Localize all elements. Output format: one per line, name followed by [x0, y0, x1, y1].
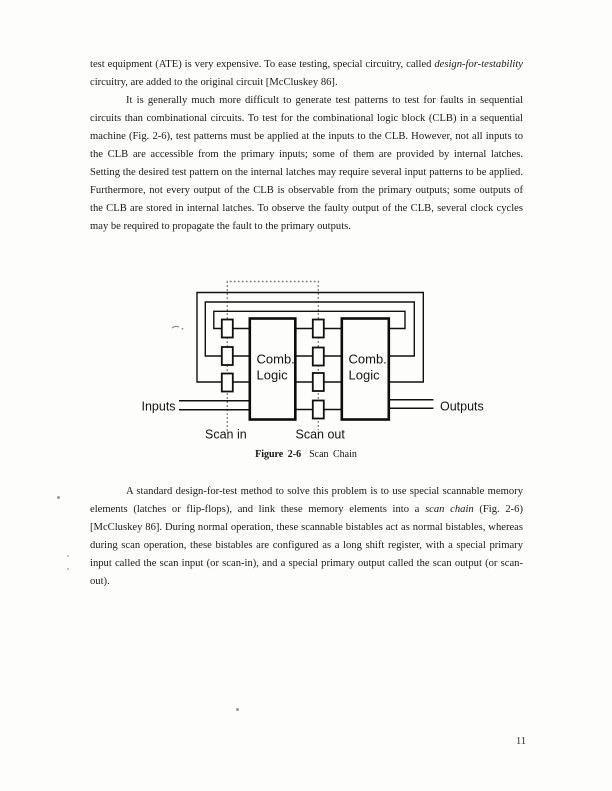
scan-speck [67, 555, 69, 557]
scan-speck [67, 568, 69, 570]
scan-artifact-dot [182, 328, 184, 330]
comb-logic-1-label-line1: Comb. [256, 351, 295, 367]
outputs-label: Outputs [440, 399, 484, 414]
scan-latch [313, 348, 324, 366]
scan-speck [57, 496, 60, 499]
scan-out-label: Scan out [295, 427, 345, 442]
paragraph-3: A standard design-for-test method to solve this problem is to use special scannable memory elements (latches or flip-flops), and link these memory elements into a scan chain (Fig. 2-6) [McCluskey 86]. During normal operation, these scannable bistables act as normal bistables, whereas during scan operation, these bistables are configured as a long shift register, with a special primary input called the scan input (or scan-in), and a special primary output called the scan output (or scan-out). [90, 486, 523, 587]
figure-caption-title: Scan Chain [309, 449, 357, 460]
comb-logic-1-label-line2: Logic [256, 367, 288, 383]
body-text-bottom [90, 483, 523, 591]
scan-speck [236, 708, 239, 711]
scan-artifact-mark [172, 326, 179, 328]
paragraph-2: It is generally much more difficult to generate test patterns to test for faults in sequential circuits than combinational circuits. To test for the combinational logic block (CLB) in a sequential machine (Fig. 2-6), test patterns must be applied at the inputs to the CLB. However, not all inputs to the CLB are accessible from the primary inputs; some of them are provided by internal latches. Setting the desired test pattern on the internal latches may require several input patterns to be applied. Furthermore, not every output of the CLB is observable from the primary outputs; some outputs of the CLB are stored in internal latches. To observe the faulty output of the CLB, several clock cycles may be required to propagate the fault to the primary outputs. [90, 95, 523, 232]
figure-caption-label: Figure 2-6 [255, 449, 302, 460]
scan-latch [313, 373, 324, 391]
primary-output-lines [389, 400, 434, 408]
figure-caption [0, 449, 612, 461]
page-number: 11 [516, 736, 527, 747]
comb-logic-2-label-line2: Logic [348, 367, 380, 383]
body-text-top [90, 56, 523, 236]
scan-latch [313, 401, 324, 419]
primary-input-lines [179, 401, 250, 410]
scan-chain-figure [135, 274, 495, 446]
comb-logic-2-label-line1: Comb. [348, 351, 387, 367]
scan-latch [313, 320, 324, 338]
inputs-label: Inputs [141, 399, 176, 414]
scan-latch [222, 374, 233, 392]
scan-in-label: Scan in [205, 427, 247, 442]
scan-latch [222, 347, 233, 365]
paragraph-1: test equipment (ATE) is very expensive. To ease testing, special circuitry, called design-for-testability circuitry, are added to the original circuit [McCluskey 86]. [90, 59, 523, 88]
scan-latch [222, 320, 233, 338]
